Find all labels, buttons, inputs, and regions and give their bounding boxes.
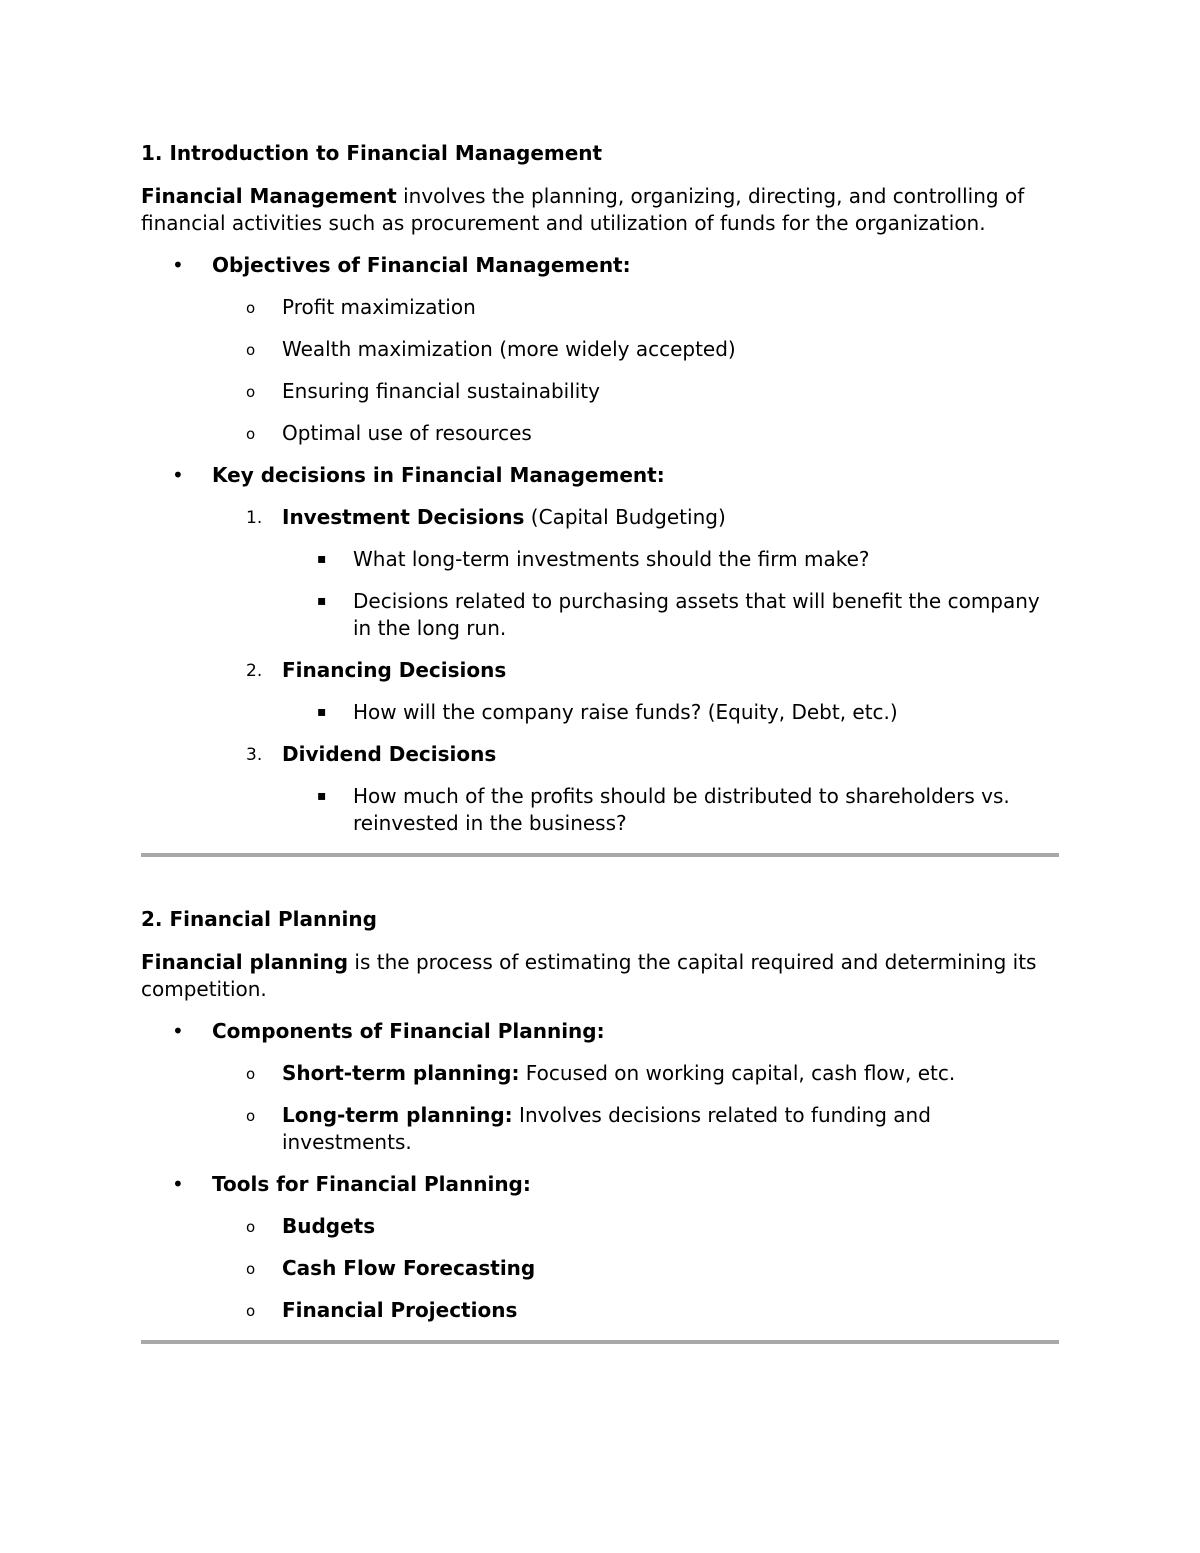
objective-item — [141, 336, 1059, 363]
section-1-title: 1. Introduction to Financial Management — [141, 141, 603, 165]
component-text: Focused on working capital, cash flow, etc. — [519, 1061, 956, 1085]
horizontal-divider — [141, 853, 1059, 857]
decision-point-text: How will the company raise funds? (Equity, Debt, etc.) — [353, 700, 898, 724]
decision-point-text: How much of the profits should be distributed to shareholders vs. reinvested in the business? — [353, 784, 1010, 835]
square-bullet-icon: ▪ — [317, 551, 327, 567]
tool-text: Financial Projections — [282, 1298, 518, 1322]
tool-item — [141, 1255, 1059, 1282]
decision-point — [141, 783, 1059, 837]
decision-title: Investment Decisions — [282, 505, 525, 529]
circle-bullet-icon: o — [246, 299, 256, 317]
tools-heading: Tools for Financial Planning: — [212, 1172, 531, 1196]
decision-item — [141, 741, 1059, 768]
decision-title: Financing Decisions — [282, 658, 507, 682]
objective-item — [141, 420, 1059, 447]
circle-bullet-icon: o — [246, 1260, 256, 1278]
decision-point — [141, 588, 1059, 642]
square-bullet-icon: ▪ — [317, 704, 327, 720]
component-term: Short-term planning: — [282, 1061, 520, 1085]
objective-text: Optimal use of resources — [282, 421, 532, 445]
intro-term: Financial Management — [141, 184, 397, 208]
circle-bullet-icon: o — [246, 341, 256, 359]
intro-term: Financial planning — [141, 950, 349, 974]
tools-heading-item — [141, 1171, 1059, 1198]
component-text: Involves decisions related to funding and investments. — [282, 1103, 931, 1154]
circle-bullet-icon: o — [246, 1107, 256, 1125]
component-item — [141, 1060, 1059, 1087]
decision-number: 3. — [246, 745, 263, 765]
tool-text: Budgets — [282, 1214, 376, 1238]
intro-text: is the process of estimating the capital required and determining its competition. — [141, 950, 1037, 1001]
section-2-intro — [141, 949, 1059, 1003]
circle-bullet-icon: o — [246, 1302, 256, 1320]
bullet-icon: • — [172, 1172, 184, 1196]
bullet-icon: • — [172, 253, 184, 277]
decision-point — [141, 699, 1059, 726]
square-bullet-icon: ▪ — [317, 788, 327, 804]
component-item — [141, 1102, 1059, 1156]
objectives-heading: Objectives of Financial Management: — [212, 253, 631, 277]
tool-item — [141, 1213, 1059, 1240]
circle-bullet-icon: o — [246, 425, 256, 443]
section-2-title: 2. Financial Planning — [141, 907, 377, 931]
decisions-heading: Key decisions in Financial Management: — [212, 463, 665, 487]
bullet-icon: • — [172, 1019, 184, 1043]
document-page — [141, 138, 1059, 1344]
objective-item — [141, 378, 1059, 405]
decision-point-text: What long-term investments should the firm make? — [353, 547, 870, 571]
circle-bullet-icon: o — [246, 383, 256, 401]
decision-point — [141, 546, 1059, 573]
component-term: Long-term planning: — [282, 1103, 513, 1127]
decision-point-text: Decisions related to purchasing assets that will benefit the company in the long run. — [353, 589, 1040, 640]
decisions-heading-item — [141, 462, 1059, 489]
bullet-icon: • — [172, 463, 184, 487]
circle-bullet-icon: o — [246, 1065, 256, 1083]
decision-number: 2. — [246, 661, 263, 681]
decision-number: 1. — [246, 508, 263, 528]
objective-item — [141, 294, 1059, 321]
decision-item — [141, 657, 1059, 684]
decision-suffix: (Capital Budgeting) — [524, 505, 726, 529]
decision-title: Dividend Decisions — [282, 742, 497, 766]
objectives-heading-item — [141, 252, 1059, 279]
components-heading-item — [141, 1018, 1059, 1045]
objective-text: Wealth maximization (more widely accepted) — [282, 337, 736, 361]
square-bullet-icon: ▪ — [317, 593, 327, 609]
circle-bullet-icon: o — [246, 1218, 256, 1236]
tool-item — [141, 1297, 1059, 1324]
horizontal-divider — [141, 1340, 1059, 1344]
tool-text: Cash Flow Forecasting — [282, 1256, 536, 1280]
intro-text: involves the planning, organizing, directing, and controlling of financial activities such as procurement and utilization of funds for the organization. — [141, 184, 1025, 235]
components-heading: Components of Financial Planning: — [212, 1019, 605, 1043]
section-1-intro — [141, 183, 1059, 237]
decision-item — [141, 504, 1059, 531]
objective-text: Ensuring financial sustainability — [282, 379, 600, 403]
objective-text: Profit maximization — [282, 295, 476, 319]
